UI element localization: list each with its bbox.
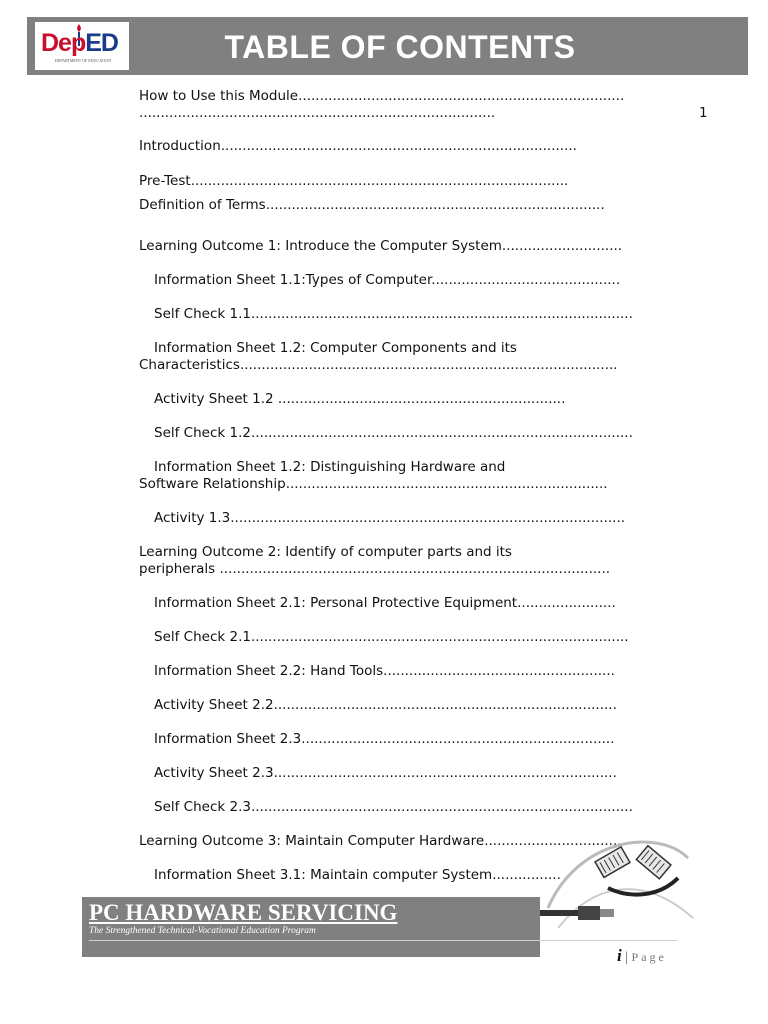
toc-entry[interactable]: Activity Sheet 2.2................................................................................	[154, 697, 617, 713]
toc-entry[interactable]: Pre-Test........................................................................................	[139, 173, 569, 189]
toc-entry[interactable]: Learning Outcome 2: Identify of computer parts and its	[139, 544, 512, 560]
toc-page-number: 1	[699, 105, 708, 121]
deped-logo	[35, 22, 129, 70]
page-indicator: i | Page	[617, 946, 667, 965]
toc-entry[interactable]: Definition of Terms...............................................................................	[139, 197, 605, 213]
toc-entry[interactable]: Information Sheet 1.2: Computer Components and its	[154, 340, 517, 356]
footer-divider	[89, 940, 677, 941]
toc-entry-continuation[interactable]: Characteristics........................................................................................	[139, 357, 618, 373]
logo-subtext: DEPARTMENT OF EDUCATION	[54, 58, 112, 63]
toc-entry[interactable]: How to Use this Module............................................................................	[139, 88, 625, 104]
toc-entry-continuation[interactable]: peripherals ...........................................................................................	[139, 561, 611, 577]
toc-entry[interactable]: Learning Outcome 3: Maintain Computer Hardware................................	[139, 833, 622, 849]
toc-entry[interactable]: Introduction...................................................................................	[139, 138, 577, 154]
toc-entry-continuation[interactable]: Software Relationship...........................................................................	[139, 476, 608, 492]
toc-entry[interactable]: Activity Sheet 1.2 ...................................................................	[154, 391, 566, 407]
toc-entry[interactable]: Activity Sheet 2.3................................................................................	[154, 765, 617, 781]
page-number: i	[617, 946, 622, 965]
footer-subtitle: The Strengthened Technical-Vocational Education Program	[89, 926, 316, 936]
toc-entry[interactable]: Information Sheet 2.2: Hand Tools......................................................	[154, 663, 615, 679]
toc-entry[interactable]: Self Check 1.2.........................................................................................	[154, 425, 633, 441]
toc-entry[interactable]: Self Check 2.3.........................................................................................	[154, 799, 633, 815]
toc-entry[interactable]: Information Sheet 2.3.........................................................................	[154, 731, 615, 747]
network-cable-illustration	[538, 818, 698, 958]
page-word: Page	[631, 950, 667, 964]
logo-wordmark: DepED	[41, 29, 118, 57]
toc-entry[interactable]: Self Check 1.1.........................................................................................	[154, 306, 633, 322]
toc-entry[interactable]: Activity 1.3............................................................................................	[154, 510, 626, 526]
toc-entry[interactable]: Self Check 2.1........................................................................................	[154, 629, 629, 645]
toc-entry[interactable]: Information Sheet 1.1:Types of Computer............................................	[154, 272, 621, 288]
page-title: TABLE OF CONTENTS	[224, 29, 576, 65]
toc-entry[interactable]: Learning Outcome 1: Introduce the Computer System............................	[139, 238, 623, 254]
toc-entry-continuation: ...................................................................................	[139, 105, 496, 121]
toc-entry[interactable]: Information Sheet 1.2: Distinguishing Hardware and	[154, 459, 506, 475]
toc-entry[interactable]: Information Sheet 2.1: Personal Protective Equipment.......................	[154, 595, 616, 611]
toc-entry[interactable]: Information Sheet 3.1: Maintain computer System................	[154, 867, 561, 883]
footer-title: PC HARDWARE SERVICING	[89, 900, 398, 925]
